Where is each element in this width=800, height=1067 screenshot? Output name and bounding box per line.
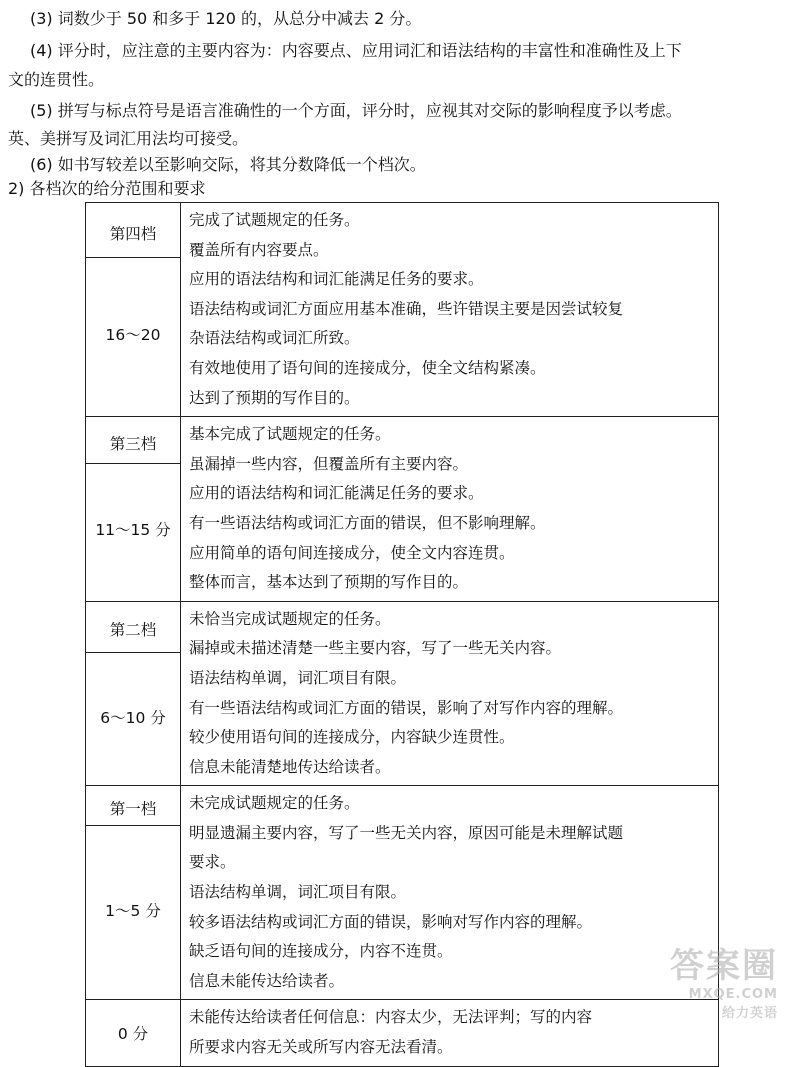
band-label-cell <box>86 601 181 786</box>
note-line: (3) 词数少于 50 和多于 120 的，从总分中减去 2 分。 <box>30 9 422 28</box>
criterion: 语法结构单调，词汇项目有限。 <box>189 668 407 687</box>
criterion: 虽漏掉一些内容，但覆盖所有主要内容。 <box>189 454 469 473</box>
criterion: 有一些语法结构或词汇方面的错误，影响了对写作内容的理解。 <box>189 698 624 717</box>
criterion: 有一些语法结构或词汇方面的错误，但不影响理解。 <box>189 513 546 532</box>
band-label-cell <box>86 417 181 602</box>
band-content <box>181 203 719 417</box>
table-row <box>86 203 719 417</box>
band-name: 第二档 <box>86 606 180 653</box>
band-content <box>181 601 719 786</box>
criterion: 未完成试题规定的任务。 <box>189 794 360 813</box>
criterion: 覆盖所有内容要点。 <box>189 240 329 259</box>
band-score: 6～10 分 <box>100 709 166 727</box>
grading-table <box>85 202 719 1067</box>
criterion: 应用简单的语句间连接成分，使全文内容连贯。 <box>189 543 515 562</box>
band-name: 第三档 <box>86 423 180 464</box>
criterion: 语法结构单调，词汇项目有限。 <box>189 883 407 902</box>
table-row <box>86 786 719 1000</box>
band-score: 0 分 <box>117 1025 149 1044</box>
criterion: 基本完成了试题规定的任务。 <box>189 425 391 444</box>
criterion: 较多语法结构或词汇方面的错误，影响对写作内容的理解。 <box>189 912 593 931</box>
watermark-main: 答案圈 <box>670 946 778 986</box>
band-label-cell <box>86 203 181 417</box>
note-line: 英、美拼写及词汇用法均可接受。 <box>8 129 249 148</box>
criterion: 明显遗漏主要内容，写了一些无关内容，原因可能是未理解试题 <box>189 823 624 842</box>
watermark-sub: MXQE.COM <box>688 987 778 1002</box>
criterion: 完成了试题规定的任务。 <box>189 211 360 229</box>
criterion: 杂语法结构或词汇所致。 <box>189 329 360 348</box>
table-row <box>86 1000 719 1066</box>
band-content <box>181 1000 719 1066</box>
band-content <box>181 417 719 602</box>
section-title: 2) 各档次的给分范围和要求 <box>8 179 206 198</box>
band-label-cell <box>86 786 181 1000</box>
band-name: 第一档 <box>86 791 180 826</box>
criterion: 应用的语法结构和词汇能满足任务的要求。 <box>189 270 484 289</box>
criterion: 未能传达给读者任何信息：内容太少，无法评判；写的内容 <box>189 1008 593 1027</box>
criterion: 要求。 <box>189 853 236 872</box>
criterion: 应用的语法结构和词汇能满足任务的要求。 <box>189 484 484 503</box>
criterion: 未恰当完成试题规定的任务。 <box>189 609 391 628</box>
criterion: 较少使用语句间的连接成分，内容缺少连贯性。 <box>189 728 515 747</box>
criterion: 有效地使用了语句间的连接成分，使全文结构紧凑。 <box>189 358 546 377</box>
note-line: 文的连贯性。 <box>8 70 105 89</box>
band-label-cell <box>86 1000 181 1066</box>
criterion: 所要求内容无关或所写内容无法看清。 <box>189 1038 453 1057</box>
criterion: 缺乏语句间的连接成分，内容不连贯。 <box>189 942 453 961</box>
band-score: 16～20 <box>105 326 161 345</box>
band-score: 11～15 分 <box>95 521 171 540</box>
watermark-tag: 给力英语 <box>721 1006 778 1021</box>
criterion: 信息未能清楚地传达给读者。 <box>189 757 391 776</box>
criterion: 整体而言，基本达到了预期的写作目的。 <box>189 573 469 592</box>
note-line: (6) 如书写较差以至影响交际，将其分数降低一个档次。 <box>30 155 426 174</box>
note-line: (5) 拼写与标点符号是语言准确性的一个方面，评分时，应视其对交际的影响程度予以考虑。 <box>30 101 682 120</box>
criterion: 语法结构或词汇方面应用基本准确，些许错误主要是因尝试较复 <box>189 299 624 318</box>
table-row <box>86 601 719 786</box>
criterion: 信息未能传达给读者。 <box>189 971 345 990</box>
watermark-logo <box>670 938 778 1021</box>
band-content <box>181 786 719 1000</box>
note-line: (4) 评分时，应注意的主要内容为：内容要点、应用词汇和语法结构的丰富性和准确性及上下 <box>30 41 682 60</box>
band-score: 1～5 分 <box>105 902 161 921</box>
criterion: 漏掉或未描述清楚一些主要内容，写了一些无关内容。 <box>189 639 562 658</box>
band-name: 第四档 <box>86 209 180 258</box>
criterion: 达到了预期的写作目的。 <box>189 388 360 407</box>
table-row <box>86 417 719 602</box>
